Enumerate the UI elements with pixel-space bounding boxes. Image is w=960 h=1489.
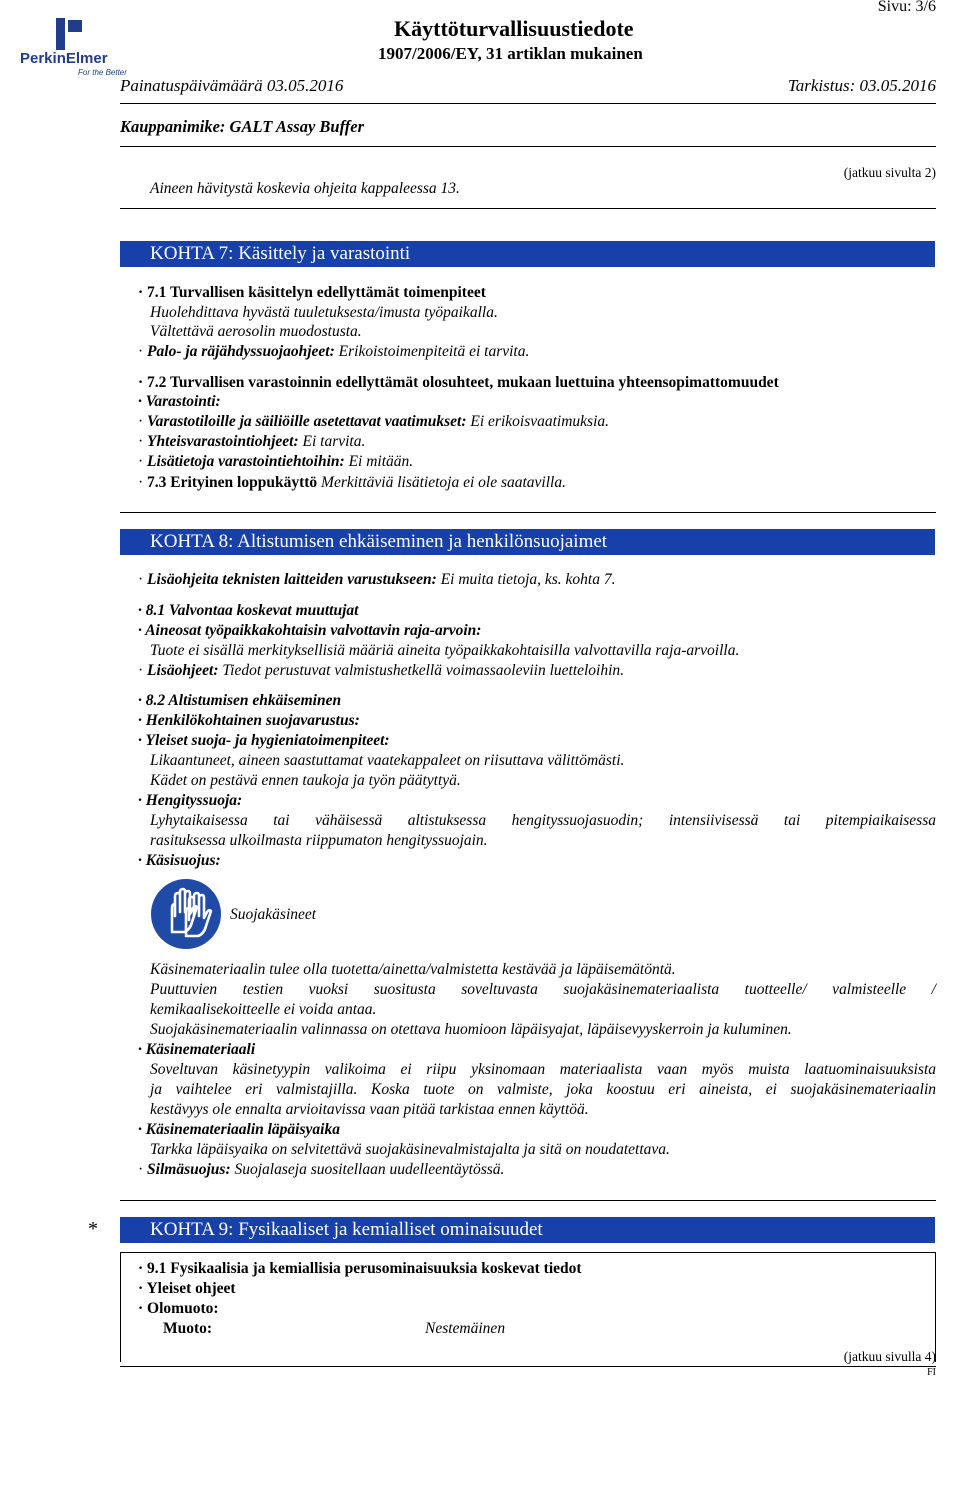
s7-1-line1: Huolehdittava hyvästä tuuletuksesta/imusta työpaikalla.	[150, 304, 498, 321]
shape-label: Muoto:	[163, 1320, 213, 1337]
hygiene-line2: Kädet on pestävä ennen taukoja ja työn päätyttyä.	[150, 772, 461, 789]
logo	[20, 18, 130, 76]
document-title: Käyttöturvallisuustiedote	[394, 16, 634, 41]
disposal-note: Aineen hävitystä koskevia ohjeita kappaleessa 13.	[150, 180, 460, 197]
hygiene-line1: Likaantuneet, aineen saastuttamat vaatekappaleet on riisuttava välittömästi.	[150, 752, 625, 769]
s9-box-left	[120, 1252, 121, 1362]
shape-value: Nestemäinen	[425, 1320, 506, 1337]
s8-1-heading: · 8.1 Valvontaa koskevat muuttujat	[138, 601, 358, 621]
storage-requirements: · Varastotiloille ja säiliöille asetettavat vaatimukset: Ei erikoisvaatimuksia.	[138, 412, 609, 432]
material-line2: ja vaihtelee eri valmistajilla. Koska tuote on valmiste, joka koostuu eri aineista, ei suojakäsinemateriaalin	[150, 1081, 936, 1098]
tech-equipment: · Lisäohjeita teknisten laitteiden varustukseen: Ei muita tietoja, ks. kohta 7.	[138, 570, 616, 590]
perkinelmer-logo-icon	[56, 18, 84, 50]
glove-line2: Puuttuvien testien vuoksi suositusta soveltuvasta suojakäsinemateriaalista tuotteelle/ valmisteelle /	[150, 981, 936, 998]
ppe-label: · Henkilökohtainen suojavarustus:	[138, 711, 360, 731]
limits-label: · Aineosat työpaikkakohtaisin valvottavin raja-arvoin:	[138, 621, 481, 641]
trade-name: Kauppanimike: GALT Assay Buffer	[120, 117, 365, 136]
section-7-header: KOHTA 7: Käsittely ja varastointi	[120, 241, 935, 267]
s7-2-heading: · 7.2 Turvallisen varastoinnin edellyttämät olosuhteet, mukaan luettuina yhteensopimattomuudet	[138, 373, 779, 393]
s9-box-right	[935, 1252, 936, 1362]
storage-extra: · Lisätietoja varastointiehtoihin: Ei mitään.	[138, 452, 413, 472]
section-9-header: KOHTA 9: Fysikaaliset ja kemialliset ominaisuudet	[120, 1217, 935, 1243]
changed-marker: *	[88, 1218, 98, 1240]
material-line1: Soveltuvan käsinetyypin valikoima ei riipu yksinomaan materiaalista vaan myös muista laatuominaisuuksista	[150, 1061, 936, 1078]
form-label: · Olomuoto:	[138, 1299, 219, 1319]
s9-box-top	[120, 1252, 936, 1253]
respiratory-line1: Lyhytaikaisessa tai vähäisessä altistuksessa hengityssuojasuodin; intensiivisessä tai pitempiaikaisessa	[150, 812, 936, 829]
section-7-divider	[120, 512, 936, 513]
eye-protection: · Silmäsuojus: Suojalaseja suositellaan uudelleentäytössä.	[138, 1160, 504, 1180]
material-line3: kestävyys ole ennalta arvioitavissa vaan pitää tarkistaa ennen käyttöä.	[150, 1101, 589, 1118]
s7-1-heading: · 7.1 Turvallisen käsittelyn edellyttämät toimenpiteet	[138, 283, 486, 303]
regulation: 1907/2006/EY, 31 artiklan mukainen	[378, 44, 643, 63]
header-divider	[120, 103, 936, 104]
continued-divider	[120, 208, 936, 209]
gloves-caption: Suojakäsineet	[230, 906, 317, 923]
additional-info: · Lisäohjeet: Tiedot perustuvat valmistushetkellä voimassaoleviin luetteloihin.	[138, 661, 624, 681]
glove-line1: Käsinemateriaalin tulee olla tuotetta/ainetta/valmistetta kestävää ja läpäisemätöntä.	[150, 961, 676, 978]
footer-divider	[120, 1366, 936, 1367]
penetration-value: Tarkka läpäisyaika on selvitettävä suojakäsinevalmistajalta ja sitä on noudatettava.	[150, 1141, 670, 1158]
s9-1-heading: · 9.1 Fysikaalisia ja kemiallisia perusominaisuuksia koskevat tiedot	[138, 1259, 582, 1279]
print-date: Painatuspäivämäärä 03.05.2016	[120, 76, 344, 95]
page-number: Sivu: 3/6	[877, 0, 936, 15]
hygiene-label: · Yleiset suoja- ja hygieniatoimenpiteet:	[138, 731, 390, 751]
limits-value: Tuote ei sisällä merkityksellisiä määriä aineita työpaikkakohtaisilla valvottavilla raja-arvoilla.	[150, 642, 740, 659]
s7-3: · 7.3 Erityinen loppukäyttö Merkittäviä lisätietoja ei ole saatavilla.	[138, 473, 566, 493]
continued-from: (jatkuu sivulta 2)	[843, 165, 936, 180]
logo-name: PerkinElmer	[20, 50, 108, 67]
respiratory-label: · Hengityssuoja:	[138, 791, 242, 811]
glove-line4: Suojakäsinemateriaalin valinnassa on otettava huomioon läpäisyajat, läpäisevyyskerroin ja kuluminen.	[150, 1021, 792, 1038]
protective-gloves-icon	[150, 878, 222, 950]
s7-1-line2: Vältettävä aerosolin muodostusta.	[150, 323, 362, 340]
storage-label: · Varastointi:	[138, 392, 221, 412]
s8-2-heading: · 8.2 Altistumisen ehkäiseminen	[138, 691, 341, 711]
section-8-header: KOHTA 8: Altistumisen ehkäiseminen ja henkilönsuojaimet	[120, 529, 935, 555]
glove-material-label: · Käsinemateriaali	[138, 1040, 255, 1060]
respiratory-line2: rasituksessa ulkoilmasta riippumaton hengityssuojain.	[150, 832, 488, 849]
section-8-divider	[120, 1200, 936, 1201]
revision-date: Tarkistus: 03.05.2016	[787, 76, 936, 95]
hand-protection-label: · Käsisuojus:	[138, 851, 221, 871]
language-code: FI	[927, 1367, 936, 1378]
trade-name-divider	[120, 146, 936, 147]
fire-protection: · Palo- ja räjähdyssuojaohjeet: Erikoistoimenpiteitä ei tarvita.	[138, 342, 529, 362]
penetration-label: · Käsinemateriaalin läpäisyaika	[138, 1120, 340, 1140]
logo-tagline: For the Better	[78, 68, 127, 77]
glove-line3: kemikaalisekoitteelle ei voida antaa.	[150, 1001, 377, 1018]
joint-storage: · Yhteisvarastointiohjeet: Ei tarvita.	[138, 432, 365, 452]
general-label: · Yleiset ohjeet	[138, 1279, 236, 1299]
continued-to: (jatkuu sivulla 4)	[843, 1349, 936, 1364]
